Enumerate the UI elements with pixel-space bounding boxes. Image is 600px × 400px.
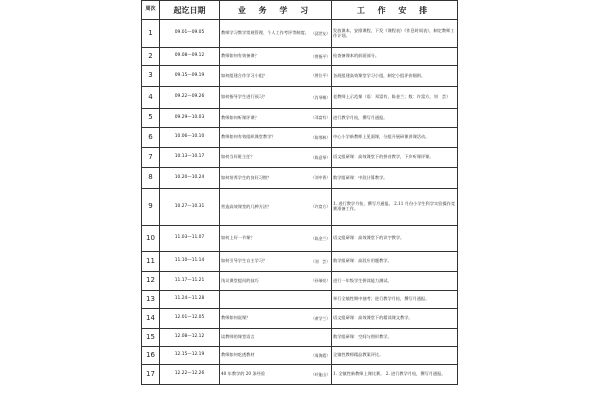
week-cell: 3 bbox=[142, 66, 160, 87]
table-row bbox=[142, 20, 458, 48]
study-cell-content bbox=[221, 259, 330, 264]
study-cell-content bbox=[221, 205, 330, 210]
table-row bbox=[142, 87, 458, 109]
table-row bbox=[142, 189, 458, 226]
presenter-name: （周海霞） bbox=[311, 352, 330, 358]
work-cell: 各班组建高效课堂学习小组，制定小组评价细则。 bbox=[332, 66, 458, 87]
study-topic: 如何引导学生自主学习？ bbox=[221, 258, 268, 264]
dates-cell: 10.27—10.31 bbox=[160, 189, 220, 226]
dates-cell: 12.08—12.12 bbox=[160, 329, 220, 347]
study-cell bbox=[220, 347, 332, 365]
study-cell-content bbox=[221, 353, 330, 358]
dates-cell: 12.15—12.19 bbox=[160, 347, 220, 365]
study-cell-content bbox=[221, 54, 330, 59]
study-topic: 40 年教学的 20 条经验 bbox=[221, 371, 265, 377]
study-cell bbox=[220, 252, 332, 272]
dates-cell: 11.24—11.28 bbox=[160, 291, 220, 309]
study-cell-content bbox=[221, 31, 330, 36]
week-cell: 17 bbox=[142, 365, 160, 385]
study-topic: 如何指导学生进行预习？ bbox=[221, 94, 268, 100]
table-row bbox=[142, 252, 458, 272]
study-cell bbox=[220, 66, 332, 87]
presenter-name: （邓富有） bbox=[311, 115, 330, 121]
presenter-name: （许富方） bbox=[311, 204, 330, 210]
work-cell: 检查备课本的前面部分。 bbox=[332, 48, 458, 66]
presenter-name: （曾位平） bbox=[311, 73, 330, 79]
work-cell: 1. 全镇性新教师上课比赛。 2. 进行教学月检，撰写月通报。 bbox=[332, 365, 458, 385]
study-cell-content bbox=[221, 155, 330, 160]
presenter-name: （陈意琴） bbox=[311, 154, 330, 160]
work-cell: 语文组研课：高效课堂下的精读课文教学。 bbox=[332, 309, 458, 329]
week-cell: 8 bbox=[142, 168, 160, 189]
study-cell bbox=[220, 329, 332, 347]
work-cell: 中心小学新教师上见面课，分组开展研课讲课活动。 bbox=[332, 128, 458, 148]
study-cell-content bbox=[221, 236, 330, 241]
work-cell: 1. 进行教学月检，撰写月通报。 2.11 月份小学生科学实验操作竞赛准备工作。 bbox=[332, 189, 458, 226]
header-dates: 起讫日期 bbox=[160, 1, 220, 20]
schedule-table bbox=[141, 0, 458, 385]
study-cell bbox=[220, 189, 332, 226]
study-cell-content bbox=[221, 116, 330, 121]
week-cell: 1 bbox=[142, 20, 160, 48]
week-cell: 11 bbox=[142, 252, 160, 272]
study-cell bbox=[220, 226, 332, 252]
presenter-name: （肖琴梅） bbox=[311, 94, 330, 100]
study-cell bbox=[220, 272, 332, 291]
dates-cell: 11.10—11.14 bbox=[160, 252, 220, 272]
presenter-name: （陈鄂林） bbox=[311, 134, 330, 140]
presenter-name: （陈金兰） bbox=[311, 235, 330, 241]
table-row bbox=[142, 48, 458, 66]
week-cell: 13 bbox=[142, 291, 160, 309]
study-topic: 营造高效课堂的几种方法？ bbox=[221, 203, 272, 209]
table-row bbox=[142, 291, 458, 309]
week-cell: 10 bbox=[142, 226, 160, 252]
header-study: 业 务 学 习 bbox=[220, 1, 332, 20]
dates-cell: 10.13—10.17 bbox=[160, 148, 220, 168]
table-row bbox=[142, 226, 458, 252]
study-topic: 教师学习教学常规管理、个人工作考评等制度。 bbox=[221, 30, 309, 36]
study-topic: 谈教师的课堂语言 bbox=[221, 334, 255, 340]
week-cell: 16 bbox=[142, 347, 160, 365]
work-cell: 数学组研课：空间与图形教学。 bbox=[332, 329, 458, 347]
week-cell: 14 bbox=[142, 309, 160, 329]
dates-cell: 09.15—09.19 bbox=[160, 66, 220, 87]
study-cell bbox=[220, 87, 332, 109]
dates-cell: 09.29—10.03 bbox=[160, 109, 220, 128]
work-cell: 进行一年级学生拼读能力测试。 bbox=[332, 272, 458, 291]
presenter-name: （孙瑞亮） bbox=[311, 278, 330, 284]
dates-cell: 10.06—10.10 bbox=[160, 128, 220, 148]
week-cell: 12 bbox=[142, 272, 160, 291]
presenter-name: （刘 芸） bbox=[311, 258, 330, 264]
work-cell: 语文组研课：高效课堂下的拼音教学，下乡听课评课。 bbox=[332, 148, 458, 168]
work-cell: 举行全镇性期中抽考；进行教学月检，撰写月通报。 bbox=[332, 291, 458, 309]
study-cell-content bbox=[221, 279, 330, 284]
header-row bbox=[142, 1, 458, 20]
study-cell bbox=[220, 309, 332, 329]
work-cell: 语文组研课：高效课堂下的识字教学。 bbox=[332, 226, 458, 252]
study-cell bbox=[220, 48, 332, 66]
study-cell bbox=[220, 148, 332, 168]
presenter-name: （刘中香） bbox=[311, 175, 330, 181]
study-cell-content bbox=[221, 335, 330, 340]
study-cell-content bbox=[221, 135, 330, 140]
work-cell: 发放课本，安排课程，下发《课程表》《作息时间表》，制定教师工作计划。 bbox=[332, 20, 458, 48]
table-row bbox=[142, 329, 458, 347]
week-cell: 4 bbox=[142, 87, 160, 109]
week-cell: 15 bbox=[142, 329, 160, 347]
table-row bbox=[142, 148, 458, 168]
study-cell-content bbox=[221, 372, 330, 377]
study-cell-content bbox=[221, 176, 330, 181]
dates-cell: 12.22—12.26 bbox=[160, 365, 220, 385]
dates-cell: 12.01—12.05 bbox=[160, 309, 220, 329]
presenter-name: （叶能山） bbox=[311, 371, 330, 377]
work-cell: 进行教学月检，撰写月通报。 bbox=[332, 109, 458, 128]
dates-cell: 11.17—11.21 bbox=[160, 272, 220, 291]
table-row bbox=[142, 109, 458, 128]
week-cell: 7 bbox=[142, 148, 160, 168]
study-cell-content bbox=[221, 316, 330, 321]
table-row bbox=[142, 66, 458, 87]
presenter-name: （邱世友） bbox=[311, 30, 330, 36]
work-cell: 数学组研课：中段计算教学。 bbox=[332, 168, 458, 189]
study-cell bbox=[220, 168, 332, 189]
work-cell: 全镇性教师精品教案评比。 bbox=[332, 347, 458, 365]
table-row bbox=[142, 309, 458, 329]
study-topic: 教师如何吃透教材 bbox=[221, 352, 255, 358]
week-cell: 9 bbox=[142, 189, 160, 226]
week-cell: 6 bbox=[142, 128, 160, 148]
presenter-name: （曾指平） bbox=[311, 53, 330, 59]
study-topic: 如何上好一节课？ bbox=[221, 235, 255, 241]
table-row bbox=[142, 272, 458, 291]
study-topic: 如何组建合作学习小组？ bbox=[221, 72, 268, 78]
dates-cell: 09.01—09.05 bbox=[160, 20, 220, 48]
dates-cell: 09.08—09.12 bbox=[160, 48, 220, 66]
work-cell: 老教师上示范课（语：邓富有，陈金兰；数：许富方，刘 芸） bbox=[332, 87, 458, 109]
study-cell bbox=[220, 291, 332, 309]
presenter-name: （黄学兰） bbox=[311, 315, 330, 321]
dates-cell: 09.22—09.26 bbox=[160, 87, 220, 109]
table-row bbox=[142, 128, 458, 148]
header-week: 周次 bbox=[142, 1, 160, 20]
study-cell bbox=[220, 365, 332, 385]
work-cell: 数学组研课：高段应用题教学。 bbox=[332, 252, 458, 272]
study-topic: 教师如何有效备课？ bbox=[221, 53, 259, 59]
study-topic: 如何当好班主任？ bbox=[221, 154, 255, 160]
table-row bbox=[142, 347, 458, 365]
week-cell: 5 bbox=[142, 109, 160, 128]
study-cell-content bbox=[221, 95, 330, 100]
study-topic: 教师如何听课评课？ bbox=[221, 114, 259, 120]
study-cell bbox=[220, 20, 332, 48]
study-topic: 浅议课堂提问的技巧 bbox=[221, 277, 259, 283]
study-cell bbox=[220, 128, 332, 148]
table-row bbox=[142, 168, 458, 189]
study-cell-content bbox=[221, 74, 330, 79]
study-topic: 教师如何有效组织课堂教学？ bbox=[221, 134, 276, 140]
week-cell: 2 bbox=[142, 48, 160, 66]
study-topic: 如何培养学生的良好习惯？ bbox=[221, 174, 272, 180]
study-cell bbox=[220, 109, 332, 128]
header-work: 工 作 安 排 bbox=[332, 1, 458, 20]
study-topic: 教师如何说课？ bbox=[221, 315, 251, 321]
dates-cell: 10.20—10.24 bbox=[160, 168, 220, 189]
schedule-sheet bbox=[141, 0, 457, 400]
dates-cell: 11.03—11.07 bbox=[160, 226, 220, 252]
table-row bbox=[142, 365, 458, 385]
